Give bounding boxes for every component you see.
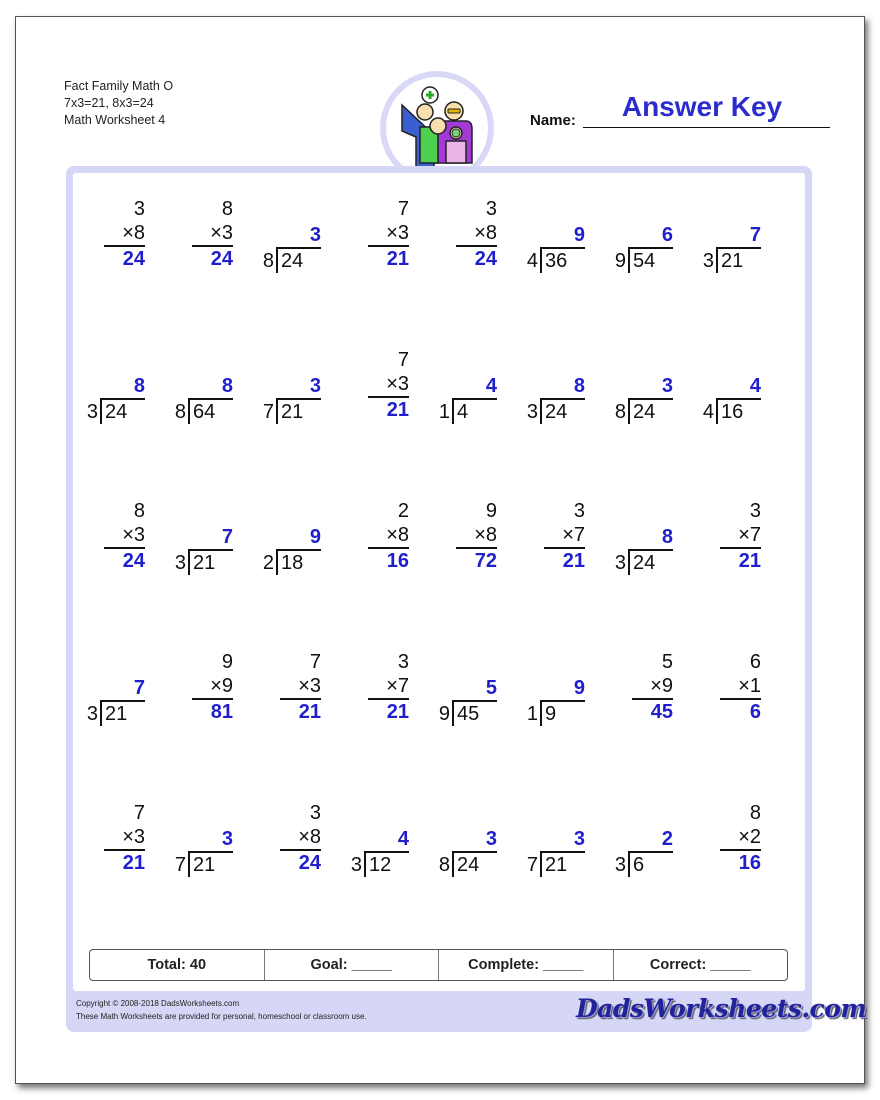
divisor: 3 [174, 552, 186, 574]
divisor: 3 [86, 703, 98, 725]
divisor: 9 [438, 703, 450, 725]
division-problem [703, 348, 773, 428]
division-problem [615, 348, 685, 428]
division-problem [175, 499, 245, 579]
quotient: 6 [661, 224, 673, 246]
factor-bottom: ×7 [386, 675, 409, 697]
divisor: 3 [350, 854, 362, 876]
multiplication-problem [351, 197, 421, 277]
factor-bottom: ×7 [738, 524, 761, 546]
quotient: 7 [221, 526, 233, 548]
answer: 21 [122, 852, 145, 874]
factor-top: 6 [749, 651, 761, 673]
factor-bottom: ×1 [738, 675, 761, 697]
divisor: 8 [438, 854, 450, 876]
score-goal[interactable]: Goal: _____ [265, 950, 440, 980]
answer: 81 [210, 701, 233, 723]
dividend: 21 [545, 854, 568, 876]
divisor: 1 [438, 401, 450, 423]
factor-bottom: ×3 [386, 222, 409, 244]
quotient: 3 [573, 828, 585, 850]
answer: 21 [386, 701, 409, 723]
problem-area [73, 173, 805, 991]
dividend: 24 [633, 401, 656, 423]
factor-top: 8 [133, 500, 145, 522]
dividend: 16 [721, 401, 744, 423]
dividend: 24 [457, 854, 480, 876]
divisor: 3 [614, 552, 626, 574]
answer: 21 [386, 248, 409, 270]
divisor: 7 [174, 854, 186, 876]
factor-bottom: ×8 [298, 826, 321, 848]
division-problem [351, 801, 421, 881]
factor-top: 8 [749, 802, 761, 824]
quotient: 7 [749, 224, 761, 246]
divisor: 9 [614, 250, 626, 272]
division-bracket [452, 851, 454, 877]
answer: 21 [386, 399, 409, 421]
quotient: 7 [133, 677, 145, 699]
copyright-text: Copyright © 2008-2018 DadsWorksheets.com [76, 999, 240, 1008]
divisor: 3 [702, 250, 714, 272]
divisor: 4 [702, 401, 714, 423]
factor-top: 9 [485, 500, 497, 522]
quotient: 2 [661, 828, 673, 850]
divisor: 4 [526, 250, 538, 272]
dividend: 64 [193, 401, 216, 423]
footer-text [76, 997, 367, 1023]
division-problem [263, 197, 333, 277]
factor-top: 3 [133, 198, 145, 220]
dividend: 54 [633, 250, 656, 272]
usage-notice: These Math Worksheets are provided for personal, homeschool or classroom use. [76, 1012, 367, 1021]
dividend: 12 [369, 854, 392, 876]
multiplication-problem [351, 499, 421, 579]
division-bracket [628, 851, 630, 877]
division-bracket [276, 549, 278, 575]
multiplication-problem [87, 801, 157, 881]
multiplication-problem [703, 499, 773, 579]
score-complete[interactable]: Complete: _____ [439, 950, 614, 980]
division-bracket [540, 398, 542, 424]
factor-bottom: ×8 [474, 222, 497, 244]
divisor: 1 [526, 703, 538, 725]
factor-bottom: ×9 [210, 675, 233, 697]
multiplication-problem [351, 650, 421, 730]
division-problem [175, 348, 245, 428]
division-bracket [628, 398, 630, 424]
factor-bottom: ×8 [122, 222, 145, 244]
factor-top: 5 [661, 651, 673, 673]
division-problem [439, 650, 509, 730]
dividend: 21 [105, 703, 128, 725]
division-bracket [716, 247, 718, 273]
factor-bottom: ×3 [386, 373, 409, 395]
factor-bottom: ×7 [562, 524, 585, 546]
worksheet-number: Math Worksheet 4 [64, 113, 166, 127]
division-bracket [276, 247, 278, 273]
division-problem [527, 348, 597, 428]
division-bracket [188, 398, 190, 424]
division-bracket [188, 851, 190, 877]
dividend: 21 [193, 552, 216, 574]
quotient: 3 [309, 375, 321, 397]
divisor: 3 [614, 854, 626, 876]
division-problem [615, 801, 685, 881]
answer: 16 [738, 852, 761, 874]
multiplication-problem [703, 650, 773, 730]
multiplication-problem [175, 197, 245, 277]
multiplication-problem [527, 499, 597, 579]
division-problem [87, 650, 157, 730]
answer: 21 [738, 550, 761, 572]
quotient: 3 [221, 828, 233, 850]
division-problem [87, 348, 157, 428]
multiplication-problem [263, 801, 333, 881]
division-problem [263, 348, 333, 428]
factor-bottom: ×3 [298, 675, 321, 697]
factor-bottom: ×9 [650, 675, 673, 697]
answer: 16 [386, 550, 409, 572]
factor-top: 3 [749, 500, 761, 522]
answer: 24 [122, 248, 145, 270]
answer: 24 [210, 248, 233, 270]
answer: 45 [650, 701, 673, 723]
multiplication-problem [615, 650, 685, 730]
division-bracket [716, 398, 718, 424]
division-bracket [364, 851, 366, 877]
factor-top: 3 [309, 802, 321, 824]
quotient: 5 [485, 677, 497, 699]
answer: 24 [122, 550, 145, 572]
dividend: 24 [633, 552, 656, 574]
score-bar [89, 949, 788, 981]
division-bracket [540, 247, 542, 273]
quotient: 9 [309, 526, 321, 548]
divisor: 3 [526, 401, 538, 423]
dividend: 45 [457, 703, 480, 725]
quotient: 4 [485, 375, 497, 397]
worksheet-info [64, 78, 173, 129]
multiplication-problem [175, 650, 245, 730]
dividend: 21 [281, 401, 304, 423]
dividend: 21 [721, 250, 744, 272]
factor-top: 7 [397, 198, 409, 220]
dividend: 4 [457, 401, 469, 423]
multiplication-problem [439, 197, 509, 277]
name-label: Name: [530, 112, 576, 129]
division-problem [615, 197, 685, 277]
quotient: 9 [573, 224, 585, 246]
dividend: 21 [193, 854, 216, 876]
division-bracket [100, 700, 102, 726]
factor-bottom: ×8 [474, 524, 497, 546]
answer: 21 [562, 550, 585, 572]
factor-bottom: ×8 [386, 524, 409, 546]
quotient: 9 [573, 677, 585, 699]
division-problem [527, 197, 597, 277]
quotient: 8 [573, 375, 585, 397]
dividend: 24 [105, 401, 128, 423]
quotient: 3 [485, 828, 497, 850]
answer: 24 [298, 852, 321, 874]
factor-top: 3 [573, 500, 585, 522]
divisor: 2 [262, 552, 274, 574]
quotient: 3 [661, 375, 673, 397]
division-problem [175, 801, 245, 881]
factor-top: 3 [397, 651, 409, 673]
answer: 24 [474, 248, 497, 270]
multiplication-problem [87, 499, 157, 579]
division-problem [527, 801, 597, 881]
division-problem [615, 499, 685, 579]
multiplication-problem [263, 650, 333, 730]
factor-bottom: ×3 [122, 524, 145, 546]
answer: 72 [474, 550, 497, 572]
divisor: 7 [262, 401, 274, 423]
multiplication-problem [351, 348, 421, 428]
dividend: 36 [545, 250, 568, 272]
division-problem [439, 801, 509, 881]
divisor: 3 [86, 401, 98, 423]
division-bracket [540, 700, 542, 726]
factor-bottom: ×3 [122, 826, 145, 848]
divisor: 8 [262, 250, 274, 272]
family-icon [394, 85, 480, 171]
divisor: 7 [526, 854, 538, 876]
division-bracket [540, 851, 542, 877]
dividend: 6 [633, 854, 645, 876]
multiplication-problem [439, 499, 509, 579]
dividend: 24 [545, 401, 568, 423]
factor-top: 3 [485, 198, 497, 220]
factor-top: 2 [397, 500, 409, 522]
division-bracket [276, 398, 278, 424]
dividend: 18 [281, 552, 304, 574]
brand-logo[interactable]: DadsWorksheets.com [576, 994, 867, 1023]
quotient: 8 [133, 375, 145, 397]
division-problem [703, 197, 773, 277]
factor-top: 7 [397, 349, 409, 371]
division-bracket [452, 700, 454, 726]
score-correct[interactable]: Correct: _____ [649, 957, 751, 973]
score-total: Total: 40 [90, 950, 265, 980]
dividend: 9 [545, 703, 557, 725]
worksheet-facts: 7x3=21, 8x3=24 [64, 96, 154, 110]
factor-top: 7 [133, 802, 145, 824]
factor-bottom: ×2 [738, 826, 761, 848]
factor-bottom: ×3 [210, 222, 233, 244]
multiplication-problem [703, 801, 773, 881]
name-field-line[interactable] [583, 127, 830, 128]
answer: 21 [298, 701, 321, 723]
division-problem [527, 650, 597, 730]
division-bracket [452, 398, 454, 424]
division-problem [439, 348, 509, 428]
quotient: 3 [309, 224, 321, 246]
answer: 6 [749, 701, 761, 723]
quotient: 8 [221, 375, 233, 397]
worksheet-title: Fact Family Math O [64, 79, 174, 93]
dividend: 24 [281, 250, 304, 272]
divisor: 8 [614, 401, 626, 423]
division-bracket [188, 549, 190, 575]
division-problem [263, 499, 333, 579]
quotient: 4 [397, 828, 409, 850]
quotient: 8 [661, 526, 673, 548]
answer-key-text: Answer Key [621, 91, 783, 122]
quotient: 4 [749, 375, 761, 397]
division-bracket [100, 398, 102, 424]
factor-top: 9 [221, 651, 233, 673]
factor-top: 7 [309, 651, 321, 673]
multiplication-problem [87, 197, 157, 277]
factor-top: 8 [221, 198, 233, 220]
division-bracket [628, 549, 630, 575]
divisor: 8 [174, 401, 186, 423]
division-bracket [628, 247, 630, 273]
